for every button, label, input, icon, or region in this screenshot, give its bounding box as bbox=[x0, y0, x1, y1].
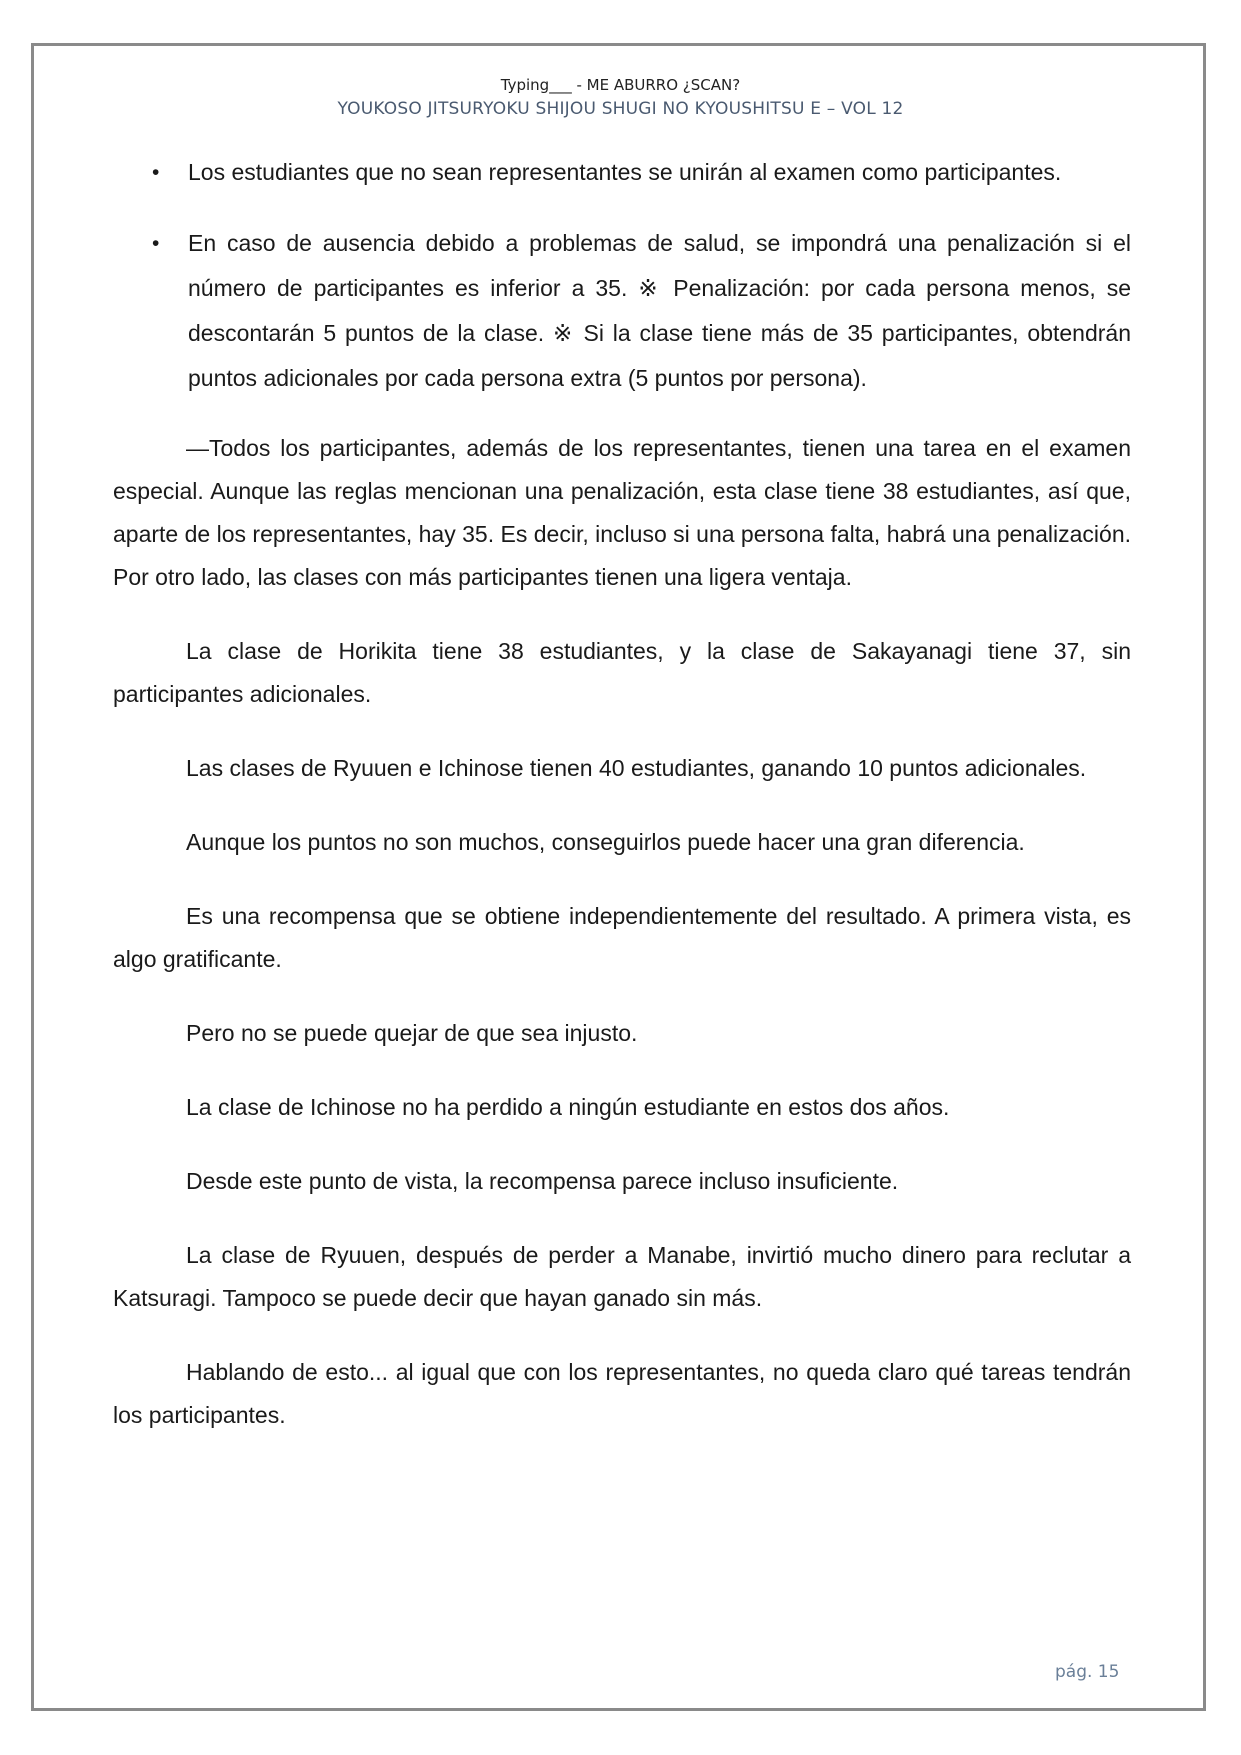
paragraph: Desde este punto de vista, la recompensa parece incluso insuficiente. bbox=[186, 1168, 899, 1194]
bullet-icon: • bbox=[152, 161, 160, 184]
paragraph: Es una recompensa que se obtiene independientemente del resultado. A primera vista, es algo gratificante. bbox=[113, 903, 1131, 972]
paragraph: Las clases de Ryuuen e Ichinose tienen 40 estudiantes, ganando 10 puntos adicionales. bbox=[186, 755, 1087, 781]
paragraph: La clase de Ichinose no ha perdido a ningún estudiante en estos dos años. bbox=[186, 1094, 950, 1120]
paragraph: La clase de Horikita tiene 38 estudiantes, y la clase de Sakayanagi tiene 37, sin participantes adicionales. bbox=[113, 638, 1131, 707]
list-item bbox=[113, 221, 1131, 401]
page-body bbox=[113, 150, 1131, 1468]
paragraph: Hablando de esto... al igual que con los representantes, no queda claro qué tareas tendrán los participantes. bbox=[113, 1359, 1131, 1428]
paragraph: Aunque los puntos no son muchos, conseguirlos puede hacer una gran diferencia. bbox=[186, 829, 1025, 855]
paragraph: Pero no se puede quejar de que sea injusto. bbox=[186, 1020, 638, 1046]
list-item-text: En caso de ausencia debido a problemas de salud, se impondrá una penalización si el número de participantes es inferior a 35. ※ Penalización: por cada persona menos, se descontarán 5 puntos de la clase. ※ Si la clase tiene más de 35 participantes, obtendrán puntos adicionales por cada persona extra (5 puntos por persona). bbox=[188, 230, 1131, 391]
page-header bbox=[0, 74, 1241, 122]
list-item-text: Los estudiantes que no sean representantes se unirán al examen como participantes. bbox=[188, 159, 1062, 185]
bullet-icon: • bbox=[152, 232, 160, 255]
paragraph: —Todos los participantes, además de los representantes, tienen una tarea en el examen especial. Aunque las reglas mencionan una penalización, esta clase tiene 38 estudiantes, así que, aparte de los representantes, hay 35. Es decir, incluso si una persona falta, habrá una penalización. Por otro lado, las clases con más participantes tienen una ligera ventaja. bbox=[113, 435, 1131, 590]
header-credit: Typing___ - ME ABURRO ¿SCAN? bbox=[500, 76, 741, 94]
header-title: YOUKOSO JITSURYOKU SHIJOU SHUGI NO KYOUSHITSU E – VOL 12 bbox=[337, 99, 904, 119]
rules-list bbox=[113, 150, 1131, 401]
list-item bbox=[113, 150, 1131, 195]
paragraph: La clase de Ryuuen, después de perder a Manabe, invirtió mucho dinero para reclutar a Katsuragi. Tampoco se puede decir que hayan ganado sin más. bbox=[113, 1242, 1131, 1311]
page-number: pág. 15 bbox=[1055, 1662, 1120, 1682]
